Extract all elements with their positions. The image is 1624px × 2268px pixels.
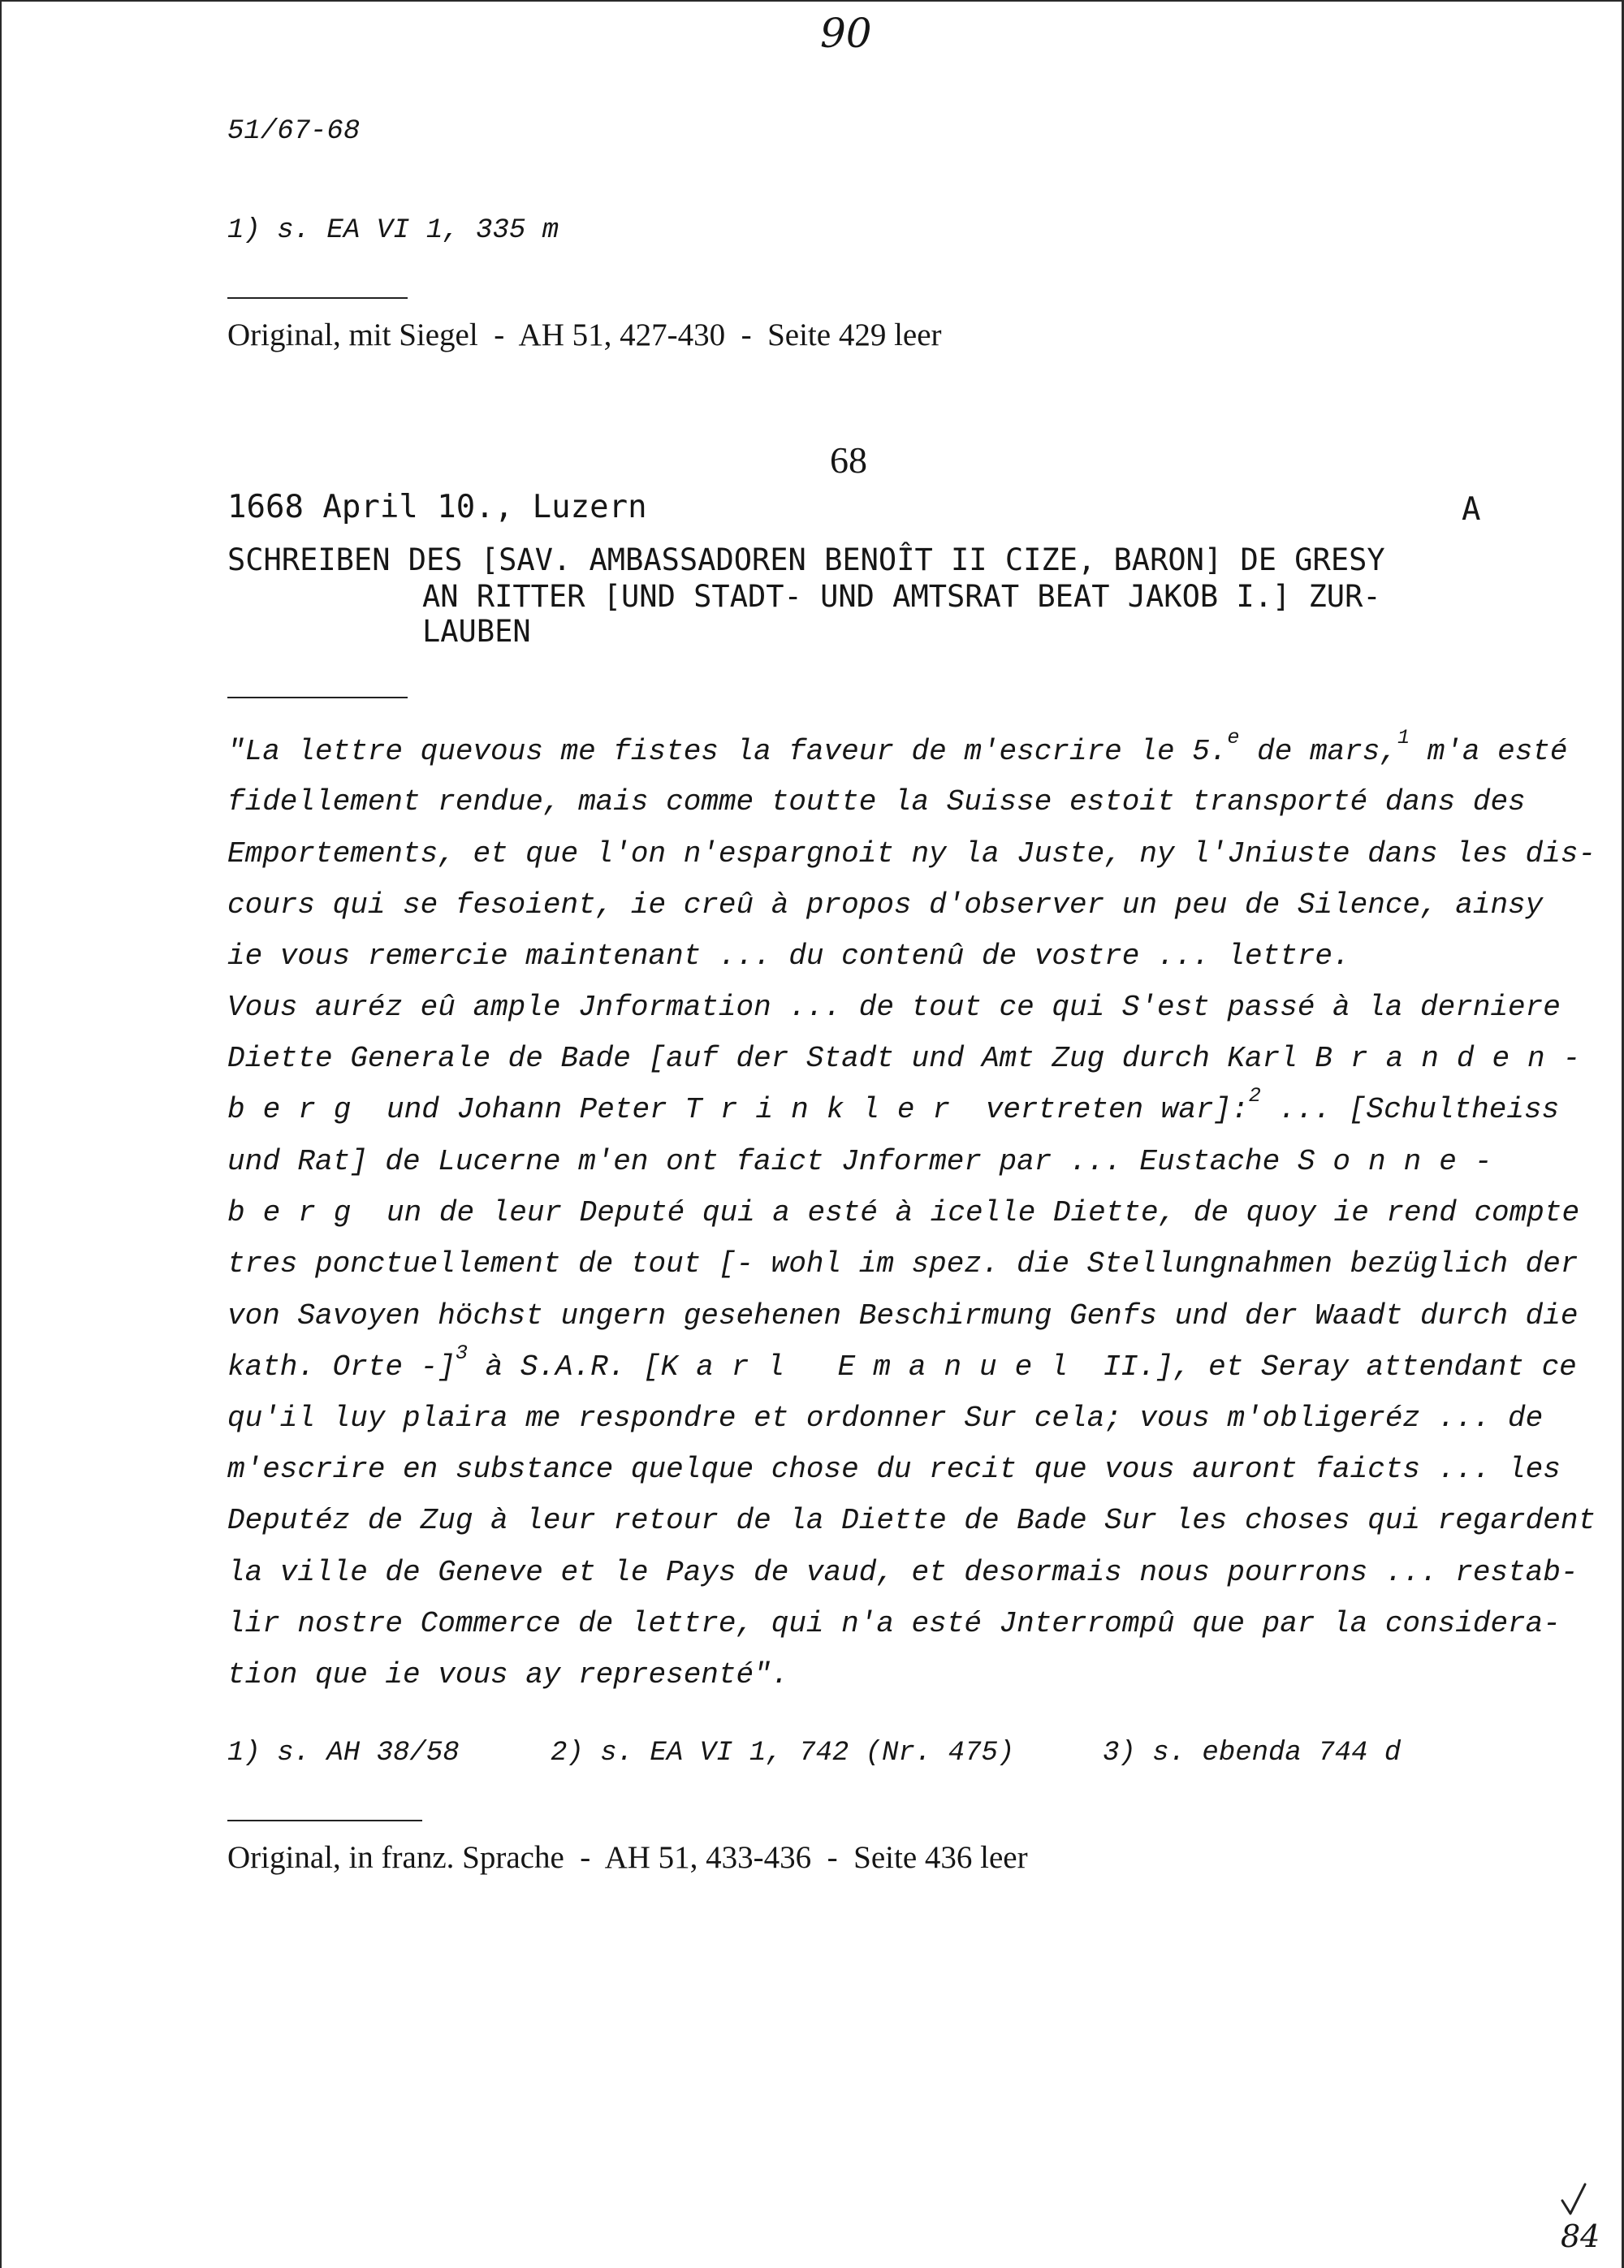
handwritten-page-number: 90 bbox=[820, 10, 872, 57]
previous-source-line: Original, mit Siegel - AH 51, 427-430 - Seite 429 leer bbox=[227, 318, 942, 352]
footnote-ref-3: 3 bbox=[455, 1341, 468, 1365]
previous-footnote: 1) s. EA VI 1, 335 m bbox=[227, 215, 559, 246]
body-line-9 bbox=[227, 1145, 1510, 1178]
spaced-name: berg bbox=[227, 1196, 369, 1229]
source-line: Original, in franz. Sprache - AH 51, 433-436 - Seite 436 leer bbox=[227, 1840, 1028, 1875]
title-separator bbox=[227, 697, 408, 698]
date-place: 1668 April 10., Luzern bbox=[227, 489, 647, 525]
superscript: e bbox=[1227, 725, 1240, 750]
footnote-separator-1 bbox=[227, 297, 408, 299]
body-line-19: tion que ie vous ay representé". bbox=[227, 1658, 789, 1691]
body-text: à S.A.R. [ bbox=[467, 1350, 661, 1384]
body-line-2: fidellement rendue, mais comme toutte la Suisse estoit transporté dans des bbox=[227, 785, 1526, 819]
body-text: de mars, bbox=[1239, 735, 1397, 768]
body-text: m'a esté bbox=[1410, 735, 1568, 768]
body-line-4: cours qui se fesoient, ie creû à propos d'observer un peu de Silence, ainsy bbox=[227, 888, 1544, 922]
body-line-18: lir nostre Commerce de lettre, qui n'a esté Jnterrompû que par la considera- bbox=[227, 1607, 1561, 1640]
body-line-11: tres ponctuellement de tout [- wohl im spez. die Stellungnahmen bezüglich der bbox=[227, 1247, 1579, 1281]
body-text: und Rat] de Lucerne m'en ont faict Jnformer par ... Eustache bbox=[227, 1145, 1298, 1178]
body-line-15: m'escrire en substance quelque chose du recit que vous auront faicts ... les bbox=[227, 1453, 1561, 1486]
body-line-1 bbox=[227, 725, 1568, 768]
body-line-10 bbox=[227, 1196, 1579, 1229]
body-text: Diette Generale de Bade [auf der Stadt und Amt Zug durch Karl bbox=[227, 1042, 1315, 1075]
body-line-3: Emportements, et que l'on n'espargnoit ny la Juste, ny l'Jniuste dans les dis- bbox=[227, 837, 1596, 870]
body-line-12: von Savoyen höchst ungern gesehenen Beschirmung Genfs und der Waadt durch die bbox=[227, 1299, 1579, 1333]
spaced-name: Karl Emanuel bbox=[660, 1350, 1086, 1384]
footnote-1: 1) s. AH 38/58 bbox=[227, 1738, 460, 1769]
scan-border-left bbox=[0, 0, 2, 2268]
body-text: ... [Schultheiss bbox=[1260, 1093, 1560, 1126]
body-line-14: qu'il luy plaira me respondre et ordonner Sur cela; vous m'obligeréz ... de bbox=[227, 1402, 1544, 1435]
footnote-separator-2 bbox=[227, 1820, 422, 1821]
title-line-3: LAUBEN bbox=[422, 614, 531, 649]
body-line-8 bbox=[227, 1083, 1560, 1126]
body-text: "La lettre quevous me fistes la faveur de m'escrire le 5. bbox=[227, 735, 1228, 768]
spaced-name: Sonne- bbox=[1297, 1145, 1510, 1178]
checkmark-icon bbox=[1559, 2181, 1588, 2218]
body-text: kath. Orte -] bbox=[227, 1350, 456, 1384]
document-number: 68 bbox=[830, 439, 867, 481]
title-line-2: AN RITTER [UND STADT- UND AMTSRAT BEAT JAKOB I.] ZUR- bbox=[422, 579, 1381, 614]
body-line-6: Vous auréz eû ample Jnformation ... de tout ce qui S'est passé à la derniere bbox=[227, 991, 1561, 1024]
body-line-17: la ville de Geneve et le Pays de vaud, et desormais nous pourrons ... restab- bbox=[227, 1556, 1579, 1589]
body-text: und Johann Peter bbox=[369, 1093, 685, 1126]
body-line-7 bbox=[227, 1042, 1598, 1075]
body-text: un de leur Deputé qui a esté à icelle Diette, de quoy ie rend compte bbox=[369, 1196, 1580, 1229]
footnote-3: 3) s. ebenda 744 d bbox=[1103, 1738, 1402, 1769]
spaced-name: Branden- bbox=[1315, 1042, 1599, 1075]
footnote-ref-1: 1 bbox=[1397, 725, 1410, 750]
scan-border-top bbox=[0, 0, 1624, 2]
body-text: II.], et Seray attendant ce bbox=[1085, 1350, 1577, 1384]
body-text: vertreten war]: bbox=[968, 1093, 1249, 1126]
handwritten-margin-note: 84 bbox=[1561, 2218, 1600, 2254]
document-type: A bbox=[1462, 491, 1481, 528]
body-line-13 bbox=[227, 1341, 1577, 1384]
title-line-1: SCHREIBEN DES [SAV. AMBASSADOREN BENOÎT II CIZE, BARON] DE GRESY bbox=[227, 542, 1385, 577]
body-line-16: Deputéz de Zug à leur retour de la Diette de Bade Sur les choses qui regardent bbox=[227, 1504, 1596, 1537]
body-line-5: ie vous remercie maintenant ... du contenû de vostre ... lettre. bbox=[227, 940, 1350, 973]
spaced-name: Trinkler bbox=[685, 1093, 969, 1126]
footnote-ref-2: 2 bbox=[1248, 1083, 1261, 1108]
footnote-2: 2) s. EA VI 1, 742 (Nr. 475) bbox=[551, 1738, 1015, 1769]
spaced-name: berg bbox=[227, 1093, 369, 1126]
reference-top: 51/67-68 bbox=[227, 116, 361, 147]
